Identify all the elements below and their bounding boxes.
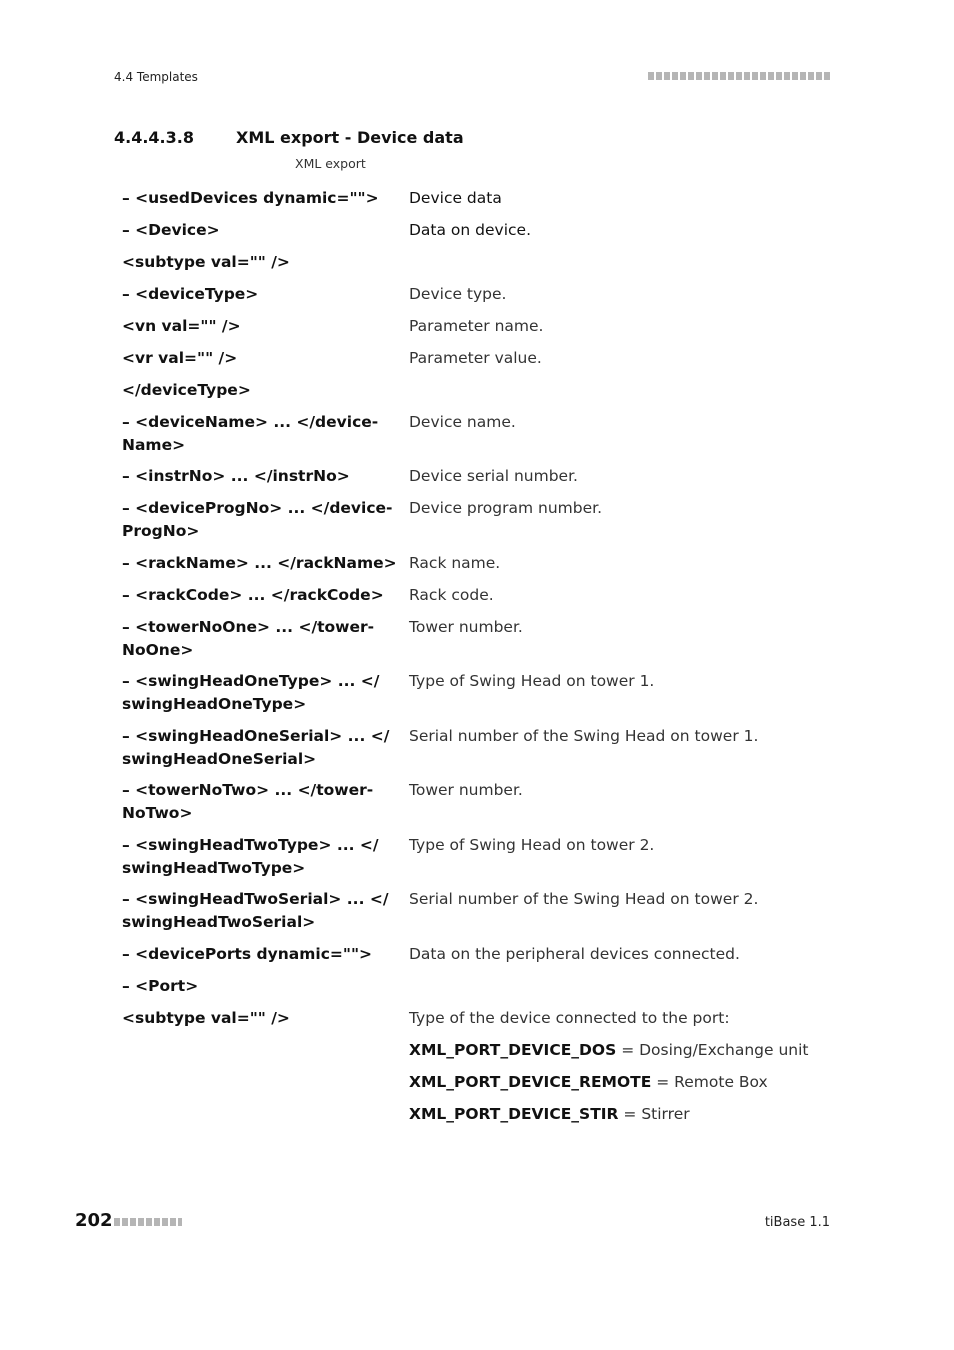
tag-description [409,378,830,379]
xml-tag: <subtype val="" /> [122,1009,290,1027]
tag-description: Data on device. [409,221,532,239]
table-row [122,218,830,250]
table-row [122,669,830,724]
tag-description [409,974,830,975]
tag-description: Device type. [409,285,507,303]
xml-tag: <vn val="" /> [122,317,241,335]
tag-description: Data on the peripheral devices connected. [409,945,740,963]
tag-description: Tower number. [409,618,523,636]
xml-tag [122,724,409,770]
port-type-item [409,1039,830,1071]
product-name: tiBase 1.1 [764,1215,830,1230]
port-type-code: XML_PORT_DEVICE_STIR [409,1105,619,1123]
port-type-code: XML_PORT_DEVICE_REMOTE [409,1073,652,1091]
tag-description: Rack code. [409,586,494,604]
tag-description: Serial number of the Swing Head on tower 2. [409,890,759,908]
xml-tag-line: – <deviceProgNo> ... </device- [122,499,393,517]
xml-tag-line: – <deviceName> ... </device- [122,413,379,431]
xml-tag-line: ProgNo> [122,521,200,540]
table-row [122,974,830,1006]
table-row [122,464,830,496]
table-row [122,887,830,942]
xml-tag: – <deviceType> [122,285,259,303]
tag-description: Device name. [409,413,516,431]
xml-tag: – <Port> [122,977,199,995]
section-number: 4.4.4.3.8 [114,128,194,147]
xml-tag: – <Device> [122,221,220,239]
port-type-item [409,1071,830,1103]
port-type-meaning: = Stirrer [623,1105,690,1123]
table-row [122,186,830,218]
table-row [122,346,830,378]
xml-tag [122,887,409,933]
tag-description: Type of Swing Head on tower 1. [409,672,655,690]
tag-description: Type of Swing Head on tower 2. [409,836,655,854]
xml-tag-line: – <towerNoTwo> ... </tower- [122,781,374,799]
tag-description: Parameter name. [409,317,544,335]
xml-tag: – <instrNo> ... </instrNo> [122,467,350,485]
xml-tag [122,669,409,715]
xml-tag-line: – <towerNoOne> ... </tower- [122,618,375,636]
xml-tag-line: swingHeadTwoType> [122,858,306,877]
section-subheading: XML export [295,156,366,171]
xml-tag [122,615,409,661]
xml-tag [122,496,409,542]
table-row [122,314,830,346]
tag-description: Parameter value. [409,349,542,367]
tag-description: Tower number. [409,781,523,799]
port-type-meaning: = Remote Box [656,1073,768,1091]
xml-tag-line: NoOne> [122,640,194,659]
section-title: XML export - Device data [236,128,464,147]
xml-tag: <vr val="" /> [122,349,238,367]
running-header-section: 4.4 Templates [114,70,198,84]
header-decoration [648,72,830,80]
table-row [122,615,830,669]
port-type-code: XML_PORT_DEVICE_DOS [409,1041,617,1059]
tag-description [409,250,830,251]
port-type-description [409,1006,830,1135]
xml-tag: <subtype val="" /> [122,253,290,271]
xml-tag-table [122,186,830,1135]
table-row [122,250,830,282]
xml-tag-line: swingHeadOneType> [122,694,307,713]
table-row [122,282,830,314]
table-row [122,778,830,833]
xml-tag: – <usedDevices dynamic=""> [122,189,379,207]
footer-decoration [114,1218,182,1226]
xml-tag [122,410,409,456]
xml-tag-line: swingHeadOneSerial> [122,749,317,768]
tag-description: Device data [409,189,502,207]
xml-tag-line: NoTwo> [122,803,193,822]
xml-tag [122,833,409,879]
xml-tag-line: – <swingHeadOneType> ... </ [122,672,380,690]
xml-tag-line: – <swingHeadTwoType> ... </ [122,836,379,854]
xml-tag-line: – <swingHeadOneSerial> ... </ [122,727,390,745]
xml-tag-line: – <swingHeadTwoSerial> ... </ [122,890,389,908]
page-number: 202 [75,1210,113,1231]
table-row [122,551,830,583]
xml-tag: – <rackName> ... </rackName> [122,554,397,572]
xml-tag-line: Name> [122,435,186,454]
table-row [122,410,830,464]
port-type-item [409,1103,830,1135]
port-type-intro: Type of the device connected to the port: [409,1009,730,1027]
table-row [122,724,830,778]
table-row [122,942,830,974]
xml-tag-line: swingHeadTwoSerial> [122,912,316,931]
table-row [122,833,830,887]
tag-description: Serial number of the Swing Head on tower 1. [409,727,759,745]
port-type-meaning: = Dosing/Exchange unit [621,1041,809,1059]
table-row [122,378,830,410]
tag-description: Device serial number. [409,467,578,485]
xml-tag: – <devicePorts dynamic=""> [122,945,373,963]
tag-description: Device program number. [409,499,603,517]
xml-tag [122,778,409,824]
xml-tag: </deviceType> [122,381,251,399]
tag-description: Rack name. [409,554,501,572]
table-row [122,496,830,551]
table-row [122,1006,830,1135]
xml-tag: – <rackCode> ... </rackCode> [122,586,384,604]
table-row [122,583,830,615]
